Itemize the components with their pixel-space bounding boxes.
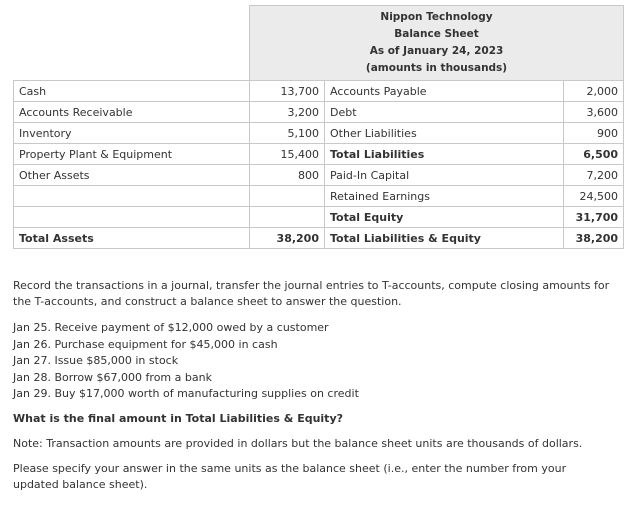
question-text: What is the final amount in Total Liabilities & Equity? <box>13 412 343 425</box>
liability-amount: 900 <box>564 123 624 144</box>
table-row <box>14 144 624 165</box>
instructions-paragraph: Record the transactions in a journal, transfer the journal entries to T-accounts, compute closing amounts for the T-accounts, and construct a balance sheet to answer the question. <box>13 279 610 308</box>
liability-amount: 2,000 <box>564 81 624 102</box>
asset-label: Inventory <box>14 123 250 144</box>
answer-instructions: Please specify your answer in the same units as the balance sheet (i.e., enter the number from your updated balance sheet). <box>13 462 567 491</box>
equity-amount: 7,200 <box>564 165 624 186</box>
total-liabilities-amount: 6,500 <box>564 144 624 165</box>
asset-amount <box>250 186 325 207</box>
statement-date: As of January 24, 2023 <box>369 45 504 57</box>
transaction-list <box>13 320 613 403</box>
total-assets-amount: 38,200 <box>250 228 325 249</box>
total-liabilities-equity-label: Total Liabilities & Equity <box>325 228 564 249</box>
table-row <box>14 186 624 207</box>
list-item: Jan 28. Borrow $67,000 from a bank <box>13 370 212 384</box>
total-equity-amount: 31,700 <box>564 207 624 228</box>
header-blank-cell <box>14 6 250 81</box>
liability-label: Debt <box>325 102 564 123</box>
asset-amount <box>250 207 325 228</box>
table-row <box>14 123 624 144</box>
list-item: Jan 27. Issue $85,000 in stock <box>13 354 179 367</box>
statement-units: (amounts in thousands) <box>365 62 508 74</box>
units-note: Note: Transaction amounts are provided in dollars but the balance sheet units are thousands of dollars. <box>13 437 583 450</box>
equity-amount: 24,500 <box>564 186 624 207</box>
table-row <box>14 165 624 186</box>
company-name: Nippon Technology <box>380 11 493 23</box>
table-row <box>14 102 624 123</box>
total-assets-label: Total Assets <box>14 228 250 249</box>
balance-sheet-header <box>250 6 624 81</box>
asset-amount: 3,200 <box>250 102 325 123</box>
asset-amount: 800 <box>250 165 325 186</box>
asset-label <box>14 186 250 207</box>
equity-label: Retained Earnings <box>325 186 564 207</box>
balance-sheet-header-row <box>14 6 624 81</box>
list-item: Jan 25. Receive payment of $12,000 owed by a customer <box>13 321 329 334</box>
asset-amount: 15,400 <box>250 144 325 165</box>
asset-label <box>14 207 250 228</box>
statement-name: Balance Sheet <box>394 28 479 40</box>
balance-sheet-table <box>13 5 624 249</box>
total-equity-label: Total Equity <box>325 207 564 228</box>
list-item: Jan 26. Purchase equipment for $45,000 in cash <box>13 337 278 351</box>
liability-amount: 3,600 <box>564 102 624 123</box>
asset-label: Other Assets <box>14 165 250 186</box>
equity-label: Paid-In Capital <box>325 165 564 186</box>
asset-amount: 5,100 <box>250 123 325 144</box>
list-item: Jan 29. Buy $17,000 worth of manufacturing supplies on credit <box>13 387 359 400</box>
total-liabilities-label: Total Liabilities <box>325 144 564 165</box>
asset-label: Accounts Receivable <box>14 102 250 123</box>
asset-label: Cash <box>14 81 250 102</box>
table-row <box>14 81 624 102</box>
totals-row <box>14 228 624 249</box>
liability-label: Other Liabilities <box>325 123 564 144</box>
liability-label: Accounts Payable <box>325 81 564 102</box>
table-row <box>14 207 624 228</box>
asset-label: Property Plant & Equipment <box>14 144 250 165</box>
asset-amount: 13,700 <box>250 81 325 102</box>
total-liabilities-equity-amount: 38,200 <box>564 228 624 249</box>
